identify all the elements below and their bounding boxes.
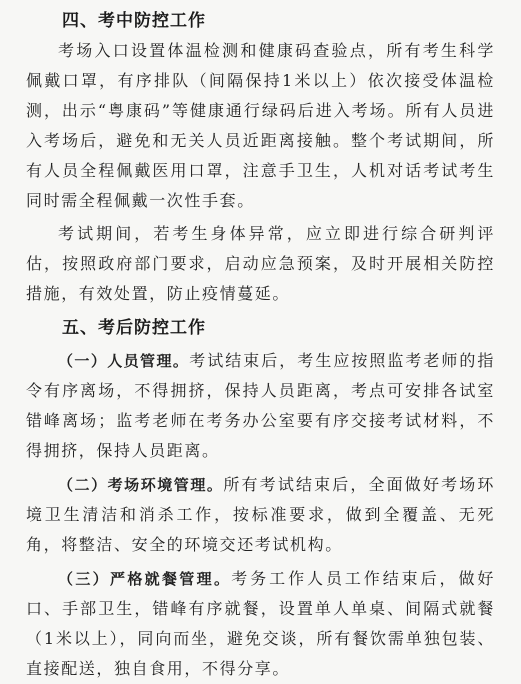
paragraph-personnel-management — [0, 346, 521, 466]
section-heading-during-exam: 四、考中防控工作 — [62, 11, 206, 31]
paragraph-environment-management — [0, 470, 521, 560]
paragraph-text: 考试期间，若考生身体异常，应立即进行综合研判评估，按照政府部门要求，启动应急预案，及时开展相关防控措施，有效处置，防止疫情蔓延。 — [26, 224, 495, 303]
paragraph-lead: （一）人员管理。 — [58, 352, 190, 370]
paragraph-text: 考场入口设置体温检测和健康码查验点，所有考生科学佩戴口罩，有序排队（间隔保持1米以上）依次接受体温检测，出示“粤康码”等健康通行绿码后进入考场。所有人员进入考场后，避免和无关人员近距离接触。整个考试期间，所有人员全程佩戴医用口罩，注意手卫生，人机对话考试考生同时需全程佩戴一次性手套。 — [26, 41, 495, 210]
paragraph-lead: （二）考场环境管理。 — [58, 476, 224, 494]
paragraph-dining-management — [0, 564, 521, 684]
paragraph-text: 考试结束后，考生应按照监考老师的指令有序离场，不得拥挤，保持人员距离，考点可安排各试室错峰离场；监考老师在考务办公室要有序交接考试材料，不得拥挤，保持人员距离。 — [26, 351, 495, 460]
paragraph-text: 考务工作人员工作结束后，做好口、手部卫生，错峰有序就餐，设置单人单桌、间隔式就餐（1米以上），同向而坐，避免交谈，所有餐饮需单独包装、直接配送，独自食用，不得分享。 — [26, 569, 495, 678]
paragraph-text: 所有考试结束后，全面做好考场环境卫生清洁和消杀工作，按标准要求，做到全覆盖、无死角，将整洁、安全的环境交还考试机构。 — [26, 475, 495, 554]
paragraph-entry-checks — [0, 36, 521, 216]
paragraph-emergency-response — [0, 219, 521, 309]
paragraph-lead: （三）严格就餐管理。 — [58, 570, 232, 588]
section-heading-after-exam: 五、考后防控工作 — [62, 318, 206, 338]
